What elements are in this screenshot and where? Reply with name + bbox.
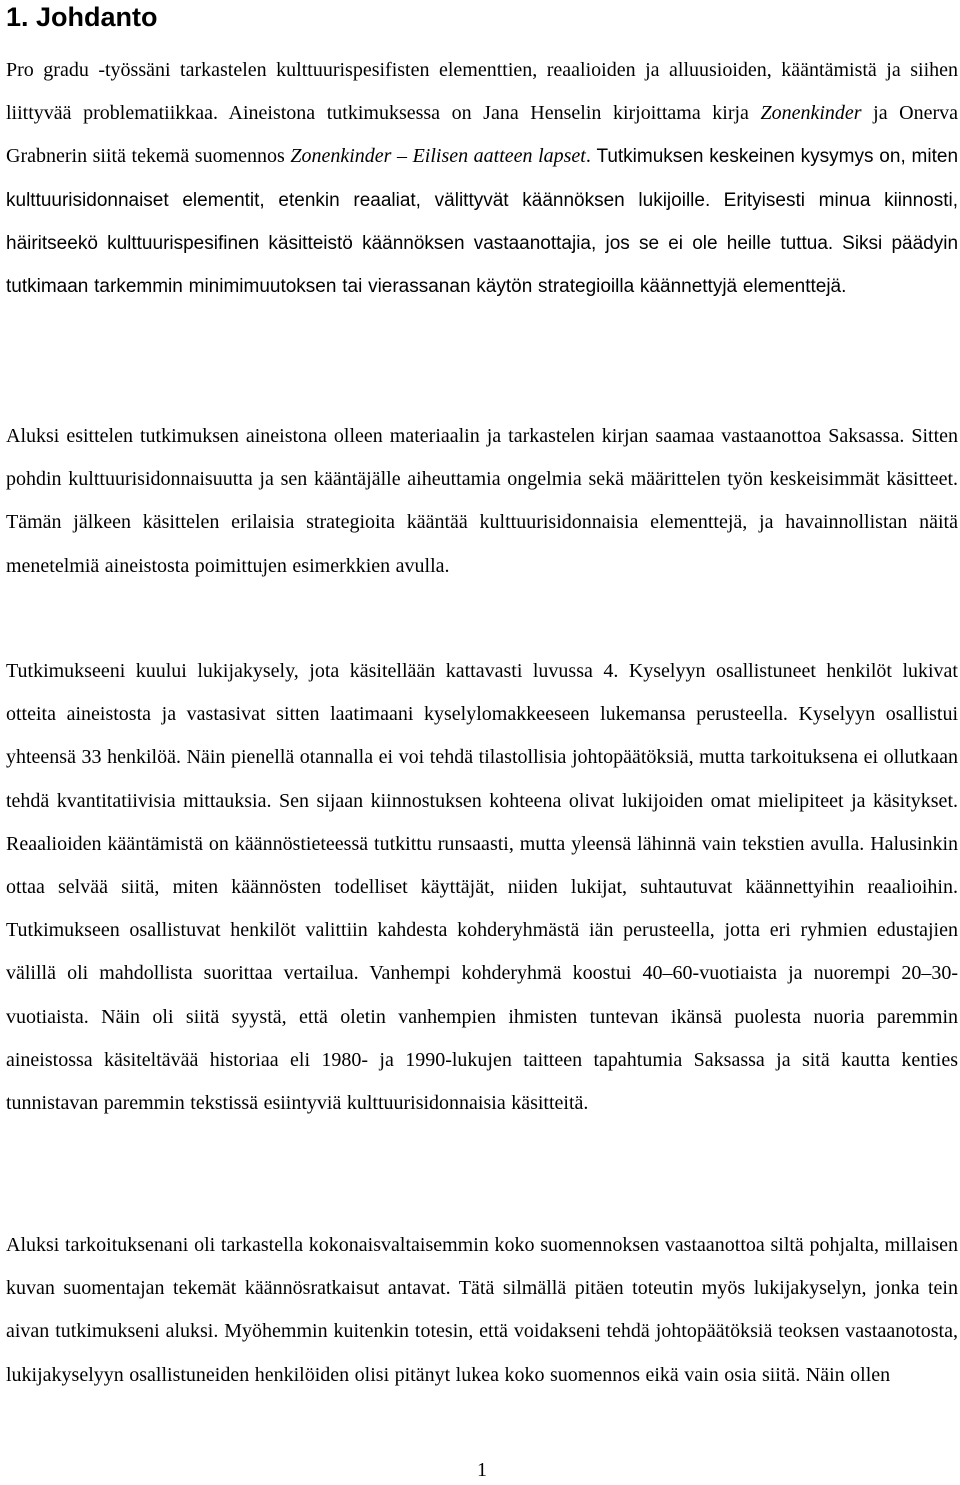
p1-text-2: ja Onerva Grabnerin siitä tekemä suomennos (6, 102, 958, 168)
p1-book-title-original: Zonenkinder (760, 102, 862, 125)
p1-text-1: Pro gradu -työssäni tarkastelen kulttuurispesifisten elementtien, reaalioiden ja alluusioiden, kääntämistä ja siihen liittyvää problematiikkaa. Aineistona tutkimuksessa on Jana Henselin kirjoittama kirja (6, 59, 958, 125)
paragraph-4: Aluksi tarkoituksenani oli tarkastella kokonaisvaltaisemmin koko suomennoksen vastaanottoa siltä pohjalta, millaisen kuvan suomentajan tekemät käännösratkaisut antavat. Tätä silmällä pitäen toteutin myös lukijakyselyn, jonka tein aivan tutkimukseni aluksi. Myöhemmin kuitenkin totesin, että voidakseni tehdä johtopäätöksiä teoksen vastaanotosta, lukijakyselyyn osallistuneiden henkilöiden olisi pitänyt lukea koko suomennos eikä vain osia siitä. Näin ollen (6, 1234, 958, 1386)
p2-text-2: Sitten pohdin kulttuurisidonnaisuutta ja sen kääntäjälle aiheuttamia ongelmia sekä määrittelen työn keskeisimmät käsitteet. (6, 425, 958, 491)
p1-research-question: Tutkimuksen keskeinen kysymys on, miten kulttuurisidonnaiset elementit, etenkin reaaliat, välittyvät käännöksen lukijoille. (6, 146, 959, 211)
chapter-heading: 1. Johdanto (6, 2, 158, 32)
p1-space-1 (710, 189, 723, 211)
paragraph-3: Tutkimukseeni kuului lukijakysely, jota käsitellään kattavasti luvussa 4. Kyselyyn osallistuneet henkilöt lukivat otteita aineistosta ja vastasivat sitten laatimaani kyselylomakkeeseen lukemansa perusteella. Kyselyyn osallistui yhteensä 33 henkilöä. Näin pienellä otannalla ei voi tehdä tilastollisia johtopäätöksiä, mutta tarkoituksena ei ollutkaan tehdä kvantitatiivisia mittauksia. Sen sijaan kiinnostuksen kohteena olivat lukijoiden omat mielipiteet ja käsitykset. Reaalioiden kääntämistä on käännöstieteessä tutkittu runsaasti, mutta yleensä lähinnä vain tekstien avulla. Halusinkin ottaa selvää siitä, miten käännösten todelliset käyttäjät, niiden lukijat, suhtautuvat käännettyihin reaalioihin. Tutkimukseen osallistuvat henkilöt valittiin kahdesta kohderyhmästä iän perusteella, jotta eri ryhmien edustajien välillä oli mahdollista suorittaa vertailua. Vanhempi kohderyhmä koostui 40–60-vuotiaista ja nuorempi 20–30-vuotiaista. Näin oli siitä syystä, että oletin vanhempien ihmisten tuntevan ikänsä puolesta nuoria paremmin aineistossa käsiteltävää historiaa eli 1980- ja 1990-lukujen taitteen tapahtumia Saksassa ja sitä kautta kenties tunnistavan paremmin tekstissä esiintyviä kulttuurisidonnaisia käsitteitä. (6, 660, 958, 1115)
paragraph-2 (6, 415, 958, 588)
document-page (6, 0, 958, 1485)
p2-text-3: Tämän jälkeen käsittelen erilaisia strategioita kääntää kulttuurisidonnaisia elementtejä, ja havainnollistan näitä menetelmiä aineistosta poimittujen esimerkkien avulla. (6, 511, 958, 577)
paragraph-1 (6, 49, 958, 308)
p2-text-1: Aluksi esittelen tutkimuksen aineistona olleen materiaalin ja tarkastelen kirjan saamaa vastaanottoa Saksassa. (6, 425, 912, 447)
p1-focus-sentence: Siksi päädyin tutkimaan tarkemmin minimimuutoksen tai vierassanan käytön strategioilla käännettyjä elementtejä. (6, 232, 959, 298)
p1-text-3: . (585, 145, 597, 168)
p1-space-2 (833, 232, 842, 254)
p1-interest-sentence: Erityisesti minua kiinnosti, häiritseekö kulttuurispesifinen käsitteistö käännöksen vastaanottajia, jos se ei ole heille tuttua. (6, 189, 958, 254)
page-number: 1 (477, 1459, 487, 1481)
p1-book-title-translation: Zonenkinder – Eilisen aatteen lapset (290, 145, 586, 168)
